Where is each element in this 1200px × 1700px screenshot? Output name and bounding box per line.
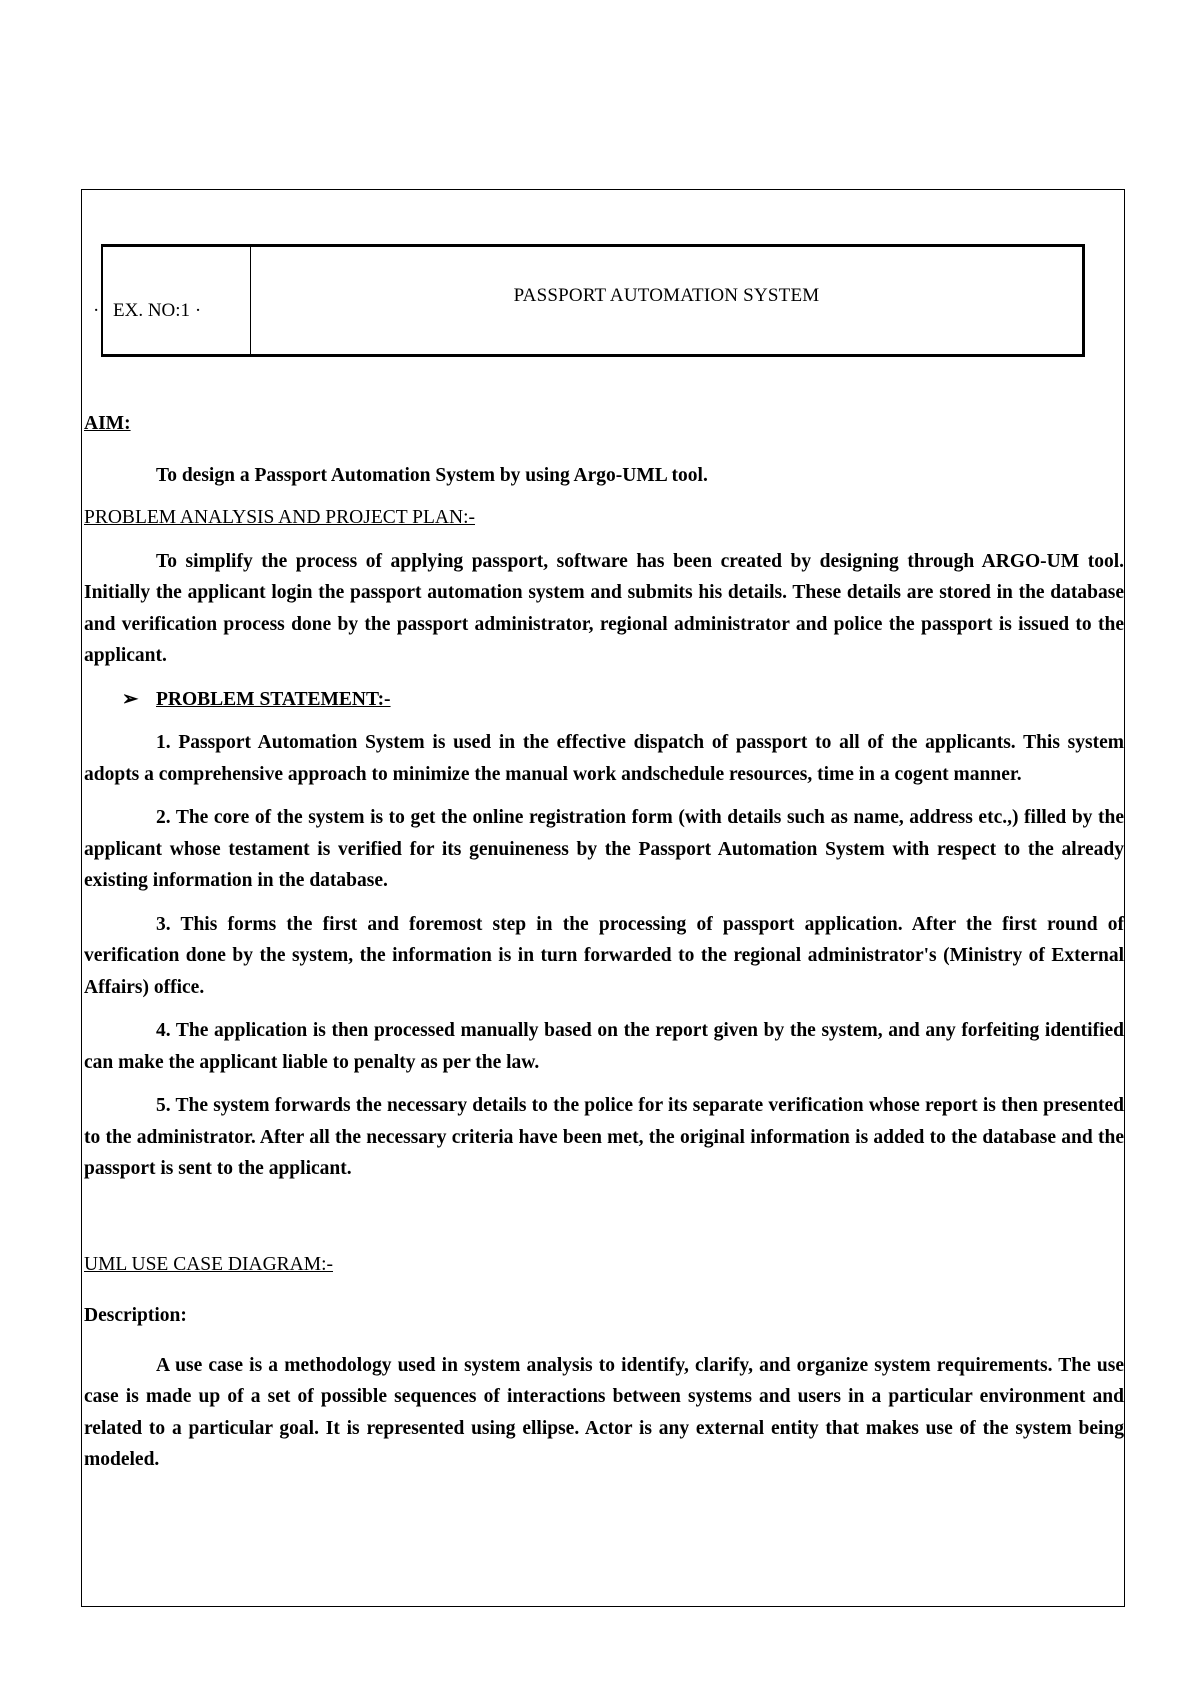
exercise-title: PASSPORT AUTOMATION SYSTEM [513,285,820,306]
aim-heading: AIM: [84,413,131,434]
problem-statement-item: 3. This forms the first and foremost step in the processing of passport application. After the first round of verification done by the system, the information is in turn forwarded to the regional administrator's (Ministry of External Affairs) office. [84,913,1124,998]
bullet-dot-icon: · [93,300,100,321]
uml-description-text: A use case is a methodology used in system analysis to identify, clarify, and organize system requirements. The use case is made up of a set of possible sequences of interactions between systems and users in a particular environment and related to a particular goal. It is represented using ellipse. Actor is any external entity that makes use of the system being modeled. [84,1354,1124,1470]
document-body [84,408,1124,1476]
problem-statement-bullet [84,684,1124,716]
exercise-number-cell [93,247,251,354]
problem-statement-item: 1. Passport Automation System is used in the effective dispatch of passport to all of the applicants. This system adopts a comprehensive approach to minimize the manual work andschedule resources, time in a cogent manner. [84,732,1124,785]
problem-statement-heading: PROBLEM STATEMENT:- [156,688,391,710]
problem-analysis-text: To simplify the process of applying passport, software has been created by designing through ARGO-UM tool. Initially the applicant login the passport automation system and submits his details. These details are stored in the database and verification process done by the passport administrator, regional administrator and police the passport is issued to the applicant. [84,550,1124,666]
exercise-header [93,244,1085,357]
exercise-number: EX. NO:1 · [113,300,202,321]
problem-analysis-heading: PROBLEM ANALYSIS AND PROJECT PLAN:- [84,507,475,528]
problem-statement-item: 4. The application is then processed manually based on the report given by the system, and any forfeiting identified can make the applicant liable to penalty as per the law. [84,1020,1124,1073]
uml-description-label: Description: [84,1305,187,1326]
aim-text: To design a Passport Automation System by using Argo-UML tool. [156,464,708,486]
problem-statement-item: 5. The system forwards the necessary details to the police for its separate verification whose report is then presented to the administrator. After all the necessary criteria have been met, the original information is added to the database and the passport is sent to the applicant. [84,1095,1124,1179]
arrow-bullet-icon: ➢ [122,688,139,710]
uml-heading: UML USE CASE DIAGRAM:- [84,1253,333,1275]
exercise-title-cell [251,247,1082,354]
problem-statement-item: 2. The core of the system is to get the online registration form (with details such as name, address etc.,) filled by the applicant whose testament is verified for its genuineness by the Passport Automation System with respect to the already existing information in the database. [84,807,1124,891]
